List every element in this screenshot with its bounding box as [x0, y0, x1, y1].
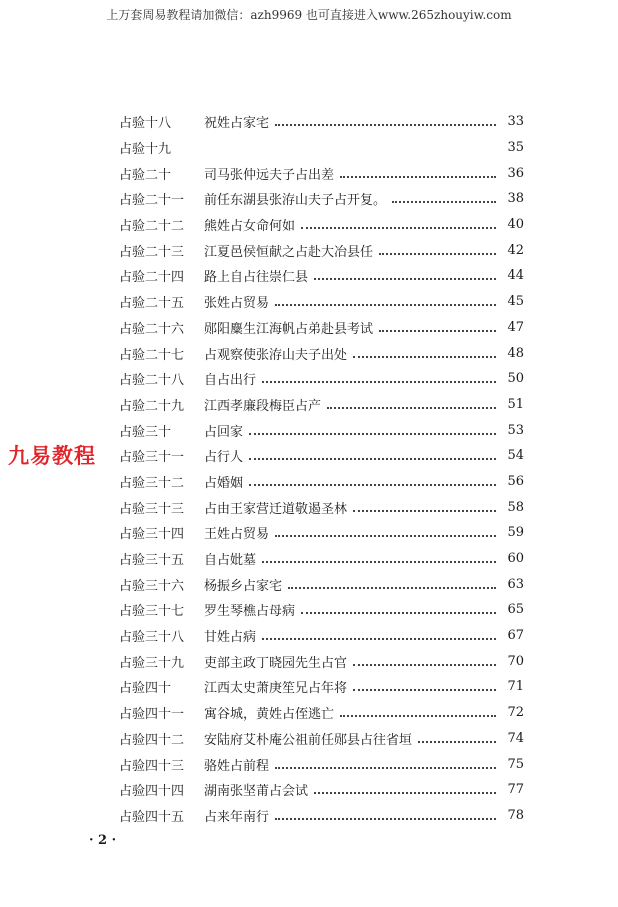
toc-entry: [119, 571, 524, 597]
toc-entry-page: 60: [507, 551, 524, 567]
toc-entry-label: 占验三十五: [119, 553, 185, 569]
toc-entry-label: 占验三十三: [119, 501, 185, 517]
toc-entry: [119, 135, 524, 161]
toc-entry-label: 占验二十五: [119, 296, 185, 312]
toc-entry-title: 杨振乡占家宅: [204, 578, 283, 594]
side-watermark: 九易教程: [8, 444, 96, 468]
toc-entry-title: 占来年南行: [204, 809, 270, 825]
toc-entry-leader-dots: [249, 483, 496, 486]
toc-entry: [119, 263, 524, 289]
toc-entry-title: 郧阳麋生江海帆占弟赴县考试: [204, 321, 374, 337]
toc-entry-label: 占验三十四: [119, 527, 185, 543]
toc-entry-label: 占验二十: [119, 167, 172, 183]
toc-entry-title: 江夏邑侯恒献之占赴大冶县任: [204, 244, 374, 260]
toc-entry: [119, 109, 524, 135]
toc-entry-label: 占验二十三: [119, 244, 185, 260]
toc-entry: [119, 597, 524, 623]
toc-entry-page: 78: [507, 807, 524, 823]
toc-entry-title: 安陆府艾朴庵公祖前任郧县占往省垣: [204, 732, 413, 748]
toc-entry: [119, 392, 524, 418]
toc-entry-leader-dots: [353, 688, 496, 691]
toc-entry-label: 占验四十: [119, 681, 172, 697]
toc-entry-title: 占回家: [204, 424, 244, 440]
toc-entry-leader-dots: [353, 509, 496, 512]
toc-entry-page: 38: [507, 191, 524, 207]
toc-entry-page: 70: [507, 653, 524, 669]
toc-entry-page: 53: [507, 422, 524, 438]
toc-entry-leader-dots: [262, 560, 496, 563]
toc-entry-label: 占验二十四: [119, 270, 185, 286]
toc-entry-page: 42: [507, 242, 524, 258]
toc-entry: [119, 212, 524, 238]
toc-entry-label: 占验四十一: [119, 707, 185, 723]
toc-entry: [119, 494, 524, 520]
toc-entry-title: 罗生琴樵占母病: [204, 604, 296, 620]
toc-entry-label: 占验二十七: [119, 347, 185, 363]
toc-entry-label: 占验二十一: [119, 193, 185, 209]
toc-entry-page: 48: [507, 345, 524, 361]
toc-entry-page: 40: [507, 217, 524, 233]
toc-entry-label: 占验十八: [119, 116, 172, 132]
toc-entry-page: 33: [507, 114, 524, 130]
toc-entry-title: 自占出行: [204, 373, 257, 389]
toc-entry-title: 湖南张坚莆占会试: [204, 784, 309, 800]
toc-entry-leader-dots: [340, 714, 496, 717]
toc-entry-page: 65: [507, 602, 524, 618]
toc-entry-label: 占验二十九: [119, 398, 185, 414]
toc-entry: [119, 469, 524, 495]
toc-entry-leader-dots: [379, 252, 496, 255]
toc-entry-page: 63: [507, 576, 524, 592]
toc-entry-label: 占验二十二: [119, 219, 185, 235]
toc-entry-label: 占验三十六: [119, 578, 185, 594]
toc-entry-title: 占行人: [204, 450, 244, 466]
toc-entry-title: 熊姓占女命何如: [204, 219, 296, 235]
toc-entry-title: 张姓占贸易: [204, 296, 270, 312]
toc-entry-page: 44: [507, 268, 524, 284]
toc-entry-page: 72: [507, 705, 524, 721]
toc-entry: [119, 546, 524, 572]
toc-entry-page: 77: [507, 782, 524, 798]
toc-entry-leader-dots: [249, 457, 496, 460]
toc-entry-page: 74: [507, 730, 524, 746]
toc-entry-title: 江西太史萧庚笙兄占年将: [204, 681, 348, 697]
toc-entry-leader-dots: [314, 277, 496, 280]
toc-entry: [119, 648, 524, 674]
toc-entry: [119, 700, 524, 726]
toc-entry: [119, 315, 524, 341]
toc-entry-leader-dots: [301, 611, 496, 614]
toc-entry-leader-dots: [275, 766, 496, 769]
toc-entry-leader-dots: [353, 355, 496, 358]
toc-entry-leader-dots: [353, 663, 496, 666]
toc-entry: [119, 777, 524, 803]
toc-entry-page: 71: [507, 679, 524, 695]
toc-entry-title: 前任东湖县张洊山夫子占开复。: [204, 193, 387, 209]
toc-entry-page: 75: [507, 756, 524, 772]
toc-entry-label: 占验三十九: [119, 655, 185, 671]
toc-entry-leader-dots: [275, 303, 496, 306]
toc-entry-page: 56: [507, 473, 524, 489]
toc-entry-page: 47: [507, 319, 524, 335]
toc-entry-title: 占观察使张洊山夫子出处: [204, 347, 348, 363]
toc-entry-leader-dots: [262, 380, 496, 383]
toc-entry-page: 45: [507, 294, 524, 310]
toc-entry-title: 司马张仲远夫子占出差: [204, 167, 335, 183]
toc-entry-title: 占婚姻: [204, 475, 244, 491]
toc-entry-leader-dots: [418, 740, 496, 743]
toc-entry: [119, 623, 524, 649]
toc-entry-title: 路上自占往崇仁县: [204, 270, 309, 286]
page-number: · 2 ·: [89, 833, 117, 848]
toc-entry-leader-dots: [275, 817, 496, 820]
toc-entry-title: 占由王家营迁道敬遏圣林: [204, 501, 348, 517]
toc-entry-label: 占验四十五: [119, 809, 185, 825]
toc-entry-label: 占验三十一: [119, 450, 185, 466]
toc-entry-leader-dots: [288, 586, 496, 589]
toc-entry-leader-dots: [327, 406, 496, 409]
toc-entry-label: 占验三十二: [119, 475, 185, 491]
toc-entry: [119, 237, 524, 263]
toc-entry-page: 58: [507, 499, 524, 515]
toc-entry-page: 50: [507, 371, 524, 387]
toc-entry: [119, 443, 524, 469]
toc-entry: [119, 160, 524, 186]
toc-entry-label: 占验四十二: [119, 732, 185, 748]
toc-entry-label: 占验四十三: [119, 758, 185, 774]
toc-entry-leader-dots: [314, 791, 496, 794]
toc-entry-leader-dots: [340, 175, 496, 178]
toc-entry: [119, 674, 524, 700]
toc-entry: [119, 520, 524, 546]
toc-entry: [119, 340, 524, 366]
toc-entry: [119, 417, 524, 443]
toc-entry: [119, 726, 524, 752]
table-of-contents: [119, 109, 524, 828]
toc-entry-leader-dots: [275, 123, 496, 126]
toc-entry-leader-dots: [392, 200, 496, 203]
toc-entry-leader-dots: [379, 329, 496, 332]
toc-entry-title: 骆姓占前程: [204, 758, 270, 774]
toc-entry-title: 江西孝廉段梅臣占产: [204, 398, 322, 414]
toc-entry: [119, 751, 524, 777]
toc-entry-label: 占验三十: [119, 424, 172, 440]
toc-entry-title: 吏部主政丁晓园先生占官: [204, 655, 348, 671]
toc-entry-page: 35: [507, 140, 524, 156]
toc-entry-title: 王姓占贸易: [204, 527, 270, 543]
toc-entry-label: 占验十九: [119, 142, 172, 158]
toc-entry-label: 占验三十七: [119, 604, 185, 620]
toc-entry-leader-dots: [301, 226, 496, 229]
header-watermark: 上万套周易教程请加微信：azh9969 也可直接进入www.265zhouyiw.com: [106, 8, 512, 22]
toc-entry-page: 54: [507, 448, 524, 464]
toc-entry-page: 36: [507, 165, 524, 181]
toc-entry-page: 59: [507, 525, 524, 541]
toc-entry: [119, 366, 524, 392]
toc-entry: [119, 186, 524, 212]
toc-entry-title: 祝姓占家宅: [204, 116, 270, 132]
toc-entry-page: 67: [507, 628, 524, 644]
toc-entry-label: 占验二十六: [119, 321, 185, 337]
toc-entry-title: 自占妣墓: [204, 553, 257, 569]
toc-entry-page: 51: [507, 396, 524, 412]
toc-entry: [119, 289, 524, 315]
toc-entry-label: 占验四十四: [119, 784, 185, 800]
toc-entry-label: 占验二十八: [119, 373, 185, 389]
toc-entry-leader-dots: [262, 637, 496, 640]
toc-entry: [119, 803, 524, 829]
toc-entry-leader-dots: [275, 534, 496, 537]
toc-entry-leader-dots: [249, 432, 496, 435]
toc-entry-title: 甘姓占病: [204, 630, 257, 646]
toc-entry-title: 寓谷城，黄姓占侄逃亡: [204, 707, 335, 723]
toc-entry-label: 占验三十八: [119, 630, 185, 646]
